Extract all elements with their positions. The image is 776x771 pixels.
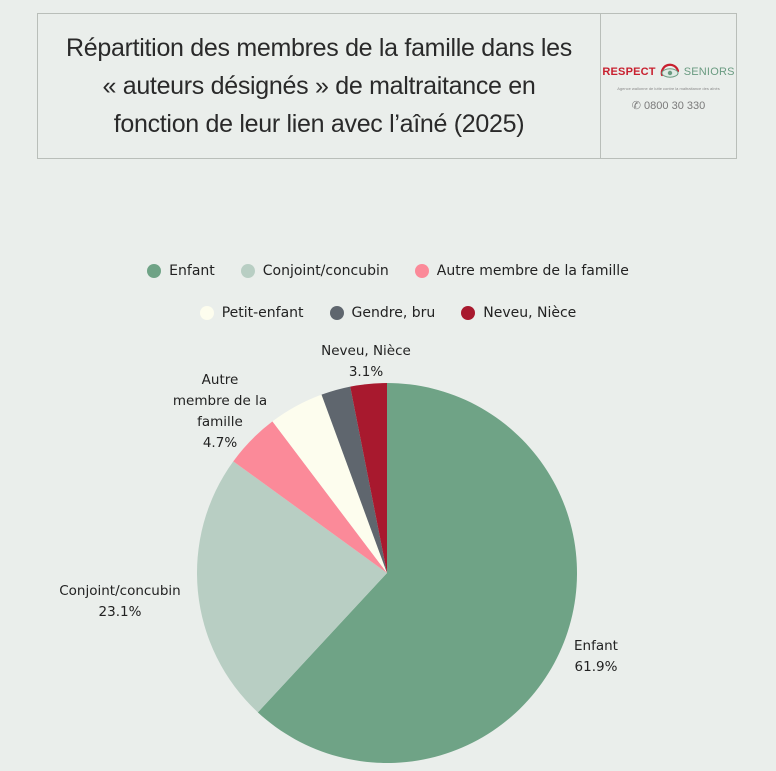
slice-label-line: membre de la [172,393,268,409]
legend-label: Enfant [169,263,215,279]
legend-label: Neveu, Nièce [483,305,577,321]
slice-label-neveu [321,343,411,380]
slice-label-conjoint [59,583,181,620]
phone-icon: ✆ [631,100,641,112]
legend-label: Autre membre de la famille [436,263,629,279]
slice-label-line: 4.7% [202,435,238,451]
legend-label: Petit-enfant [221,305,304,321]
logo-seniors-text: SENIORS [683,66,735,78]
slice-label-line: Neveu, Nièce [321,343,411,359]
slice-label-line: Autre [201,372,239,388]
phone-number: 0800 30 330 [644,100,706,112]
logo-tagline: Agence wallonne de lutte contre la maltraitance des aînés [617,86,720,91]
legend-label: Conjoint/concubin [262,263,389,279]
slice-label-line: famille [197,414,243,430]
slice-label-line: Conjoint/concubin [59,583,181,599]
title-line: Répartition des membres de la famille dans les [66,34,572,62]
slice-label-line: 61.9% [574,659,618,675]
title-line: « auteurs désignés » de maltraitance en [102,72,536,100]
title-line: fonction de leur lien avec l’aîné (2025) [113,110,525,138]
slice-label-line: 23.1% [98,604,142,620]
slice-label-line: Enfant [574,638,618,654]
slice-label-line: 3.1% [348,364,384,380]
slice-label-enfant [574,638,618,675]
legend-label: Gendre, bru [351,305,436,321]
logo-respect-text: RESPECT [602,66,656,78]
